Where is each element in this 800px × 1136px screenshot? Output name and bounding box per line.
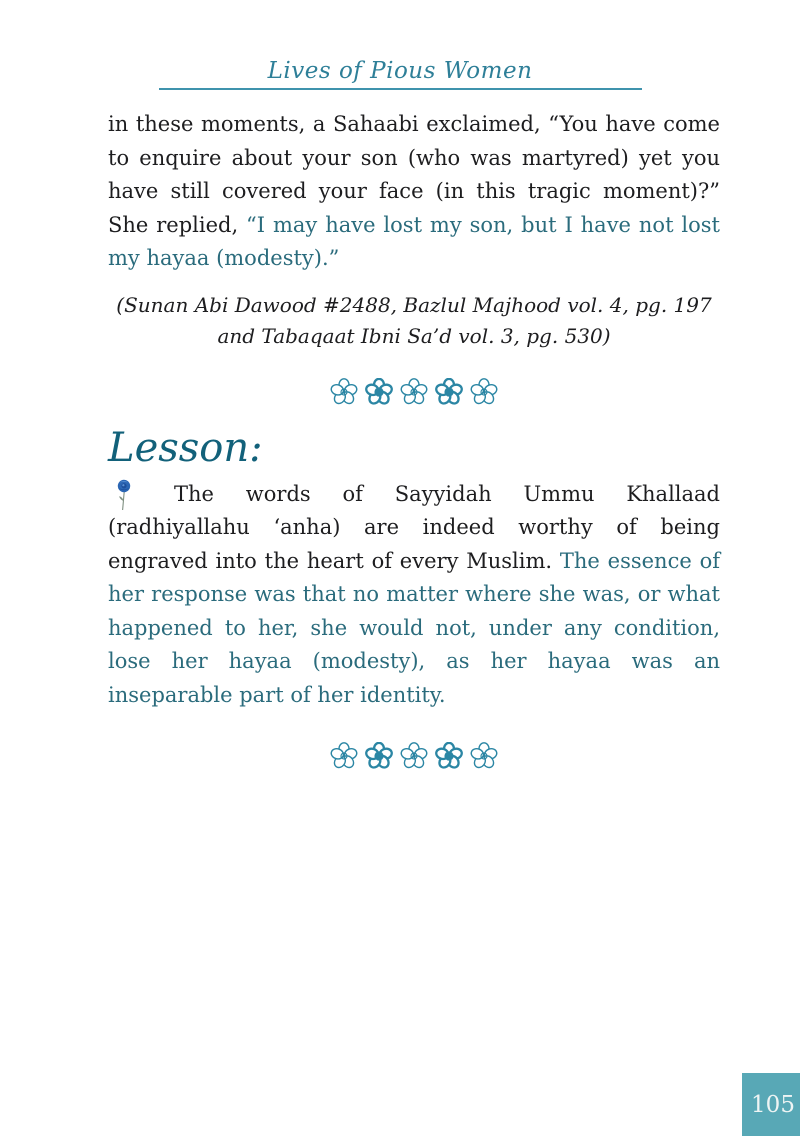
source-citation: (Sunan Abi Dawood #2488, Bazlul Majhood vol. 4, pg. 197 and Tabaqaat Ibni Sa’d vol. 3, pg. 530) [116,292,712,348]
lesson-heading: Lesson: [108,424,263,471]
running-header-title: Lives of Pious Women [267,58,533,84]
flower-icon [330,378,358,406]
flower-icon [470,378,498,406]
story-quote-teal: “I may have lost my son, but I have not lost my hayaa (modesty).” [108,212,720,270]
page-content [0,108,800,772]
lesson-text-dark: The words of Sayyidah Ummu Khallaad (radhiyallahu ‘anha) are indeed worthy of being engraved into the heart of every Muslim. [108,481,720,573]
flower-icon [330,742,358,770]
header-divider-rule [159,88,642,90]
flower-icon [400,742,428,770]
page-number-block [742,1073,800,1136]
page-header [0,58,800,90]
lesson-text-teal: The essence of her response was that no matter where she was, or what happened to her, she would not, under any condition, lose her hayaa (modesty), as her hayaa was an inseparable part of her identity. [108,548,720,707]
flower-icon [365,378,393,406]
ornament-row [108,740,720,772]
lesson-paragraph [108,478,720,713]
blue-rose-icon [114,478,134,512]
flower-icon [435,742,463,770]
page-number: 105 [751,1091,795,1118]
lesson-block [108,478,720,713]
flower-icon [400,378,428,406]
flower-icon [365,742,393,770]
flower-icon [435,378,463,406]
flower-icon [470,742,498,770]
story-paragraph [108,108,720,276]
story-text-dark: in these moments, a Sahaabi exclaimed, “You have come to enquire about your son (who was martyred) yet you have still covered your face (in this tragic moment)?” She replied, [108,112,720,237]
ornament-row [108,376,720,408]
